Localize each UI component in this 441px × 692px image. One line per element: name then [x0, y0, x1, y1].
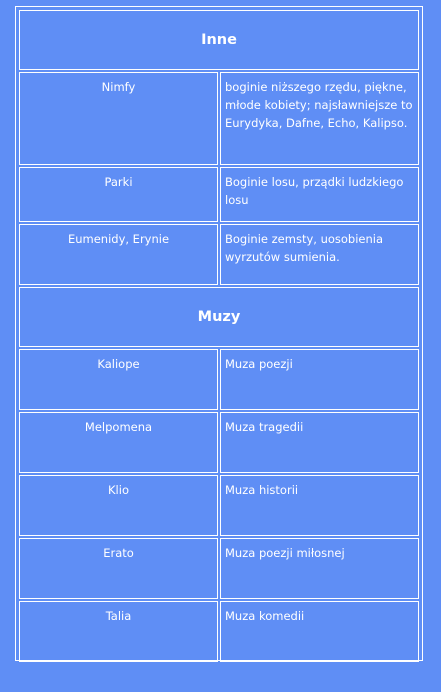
row-description: Muza poezji	[220, 349, 419, 410]
row-name: Klio	[19, 475, 218, 536]
section-title-inne: Inne	[19, 10, 419, 70]
row-name: Kaliope	[19, 349, 218, 410]
table-row	[19, 167, 419, 222]
mythology-table-container	[15, 6, 423, 661]
table-row	[19, 538, 419, 599]
row-description: Muza poezji miłosnej	[220, 538, 419, 599]
table-row	[19, 349, 419, 410]
mythology-table	[17, 8, 421, 664]
row-name: Parki	[19, 167, 218, 222]
section-header-row	[19, 287, 419, 347]
table-row	[19, 475, 419, 536]
row-name: Talia	[19, 601, 218, 662]
row-description: Muza tragedii	[220, 412, 419, 473]
table-row	[19, 72, 419, 165]
table-row	[19, 412, 419, 473]
section-title-muzy: Muzy	[19, 287, 419, 347]
table-row	[19, 601, 419, 662]
row-description: Muza historii	[220, 475, 419, 536]
row-description: Boginie zemsty, uosobienia wyrzutów sumienia.	[220, 224, 419, 285]
row-name: Nimfy	[19, 72, 218, 165]
table-row	[19, 224, 419, 285]
row-name: Melpomena	[19, 412, 218, 473]
row-description: Boginie losu, prządki ludzkiego losu	[220, 167, 419, 222]
section-header-row	[19, 10, 419, 70]
row-name: Eumenidy, Erynie	[19, 224, 218, 285]
row-name: Erato	[19, 538, 218, 599]
row-description: boginie niższego rzędu, piękne, młode kobiety; najsławniejsze to Eurydyka, Dafne, Echo, Kalipso.	[220, 72, 419, 165]
row-description: Muza komedii	[220, 601, 419, 662]
